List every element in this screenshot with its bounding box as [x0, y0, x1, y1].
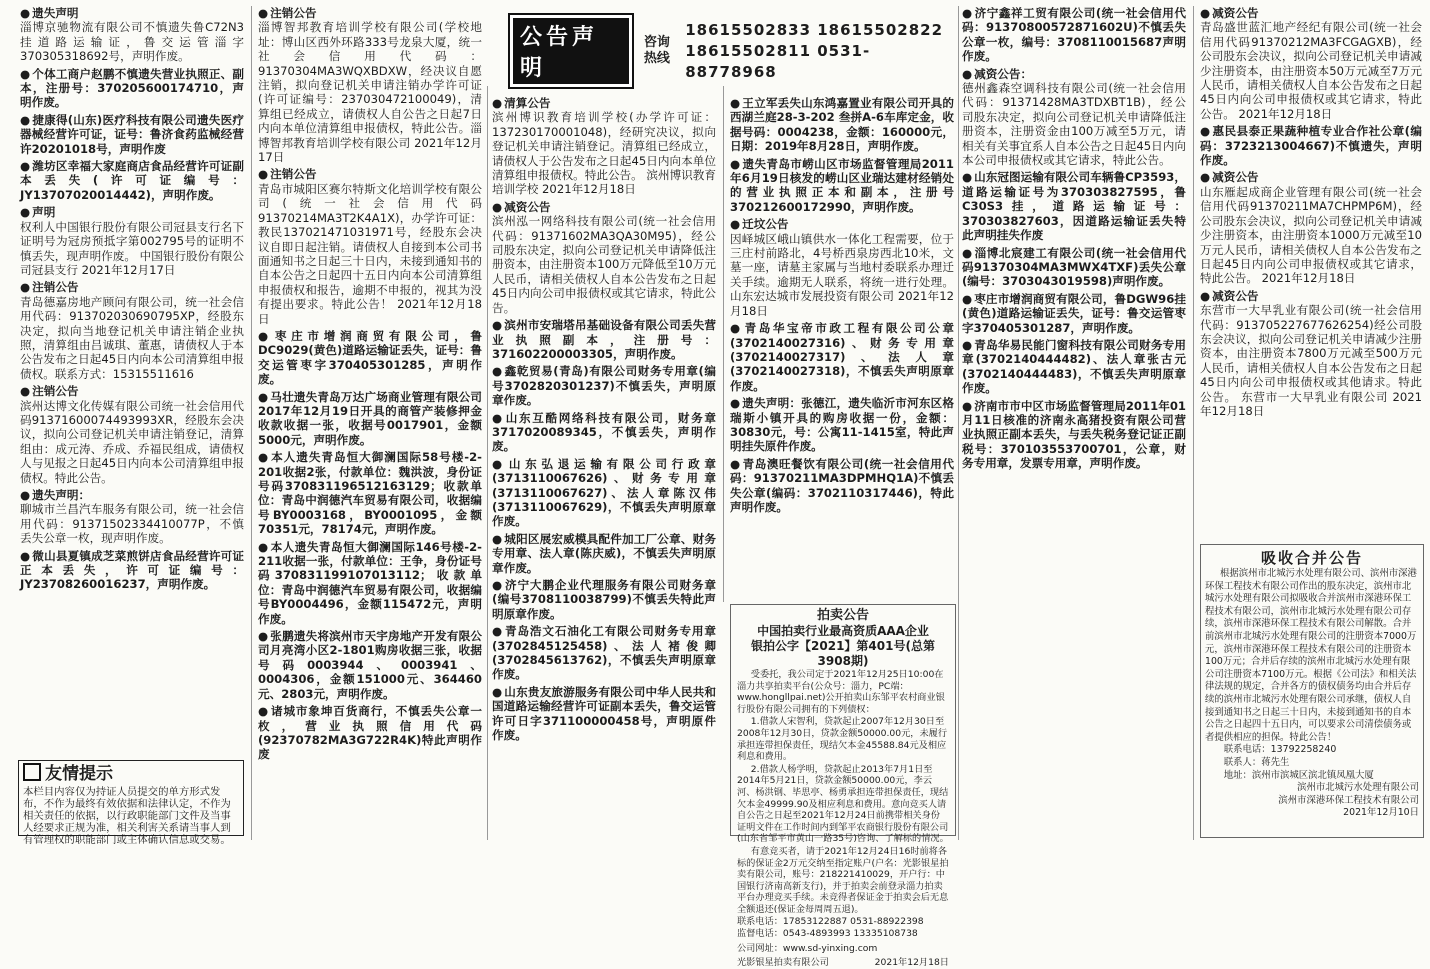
notice-item: [1200, 170, 1422, 285]
notice-title: ● 遗失声明：: [20, 488, 90, 502]
notice-item: [20, 6, 244, 64]
notice-title: ● 济南市市中区市场监督管理局2011年01月11日核准的济南永高猪投资有限公司营业执照正副本丢失，与丢失税务登记证正副税号：370103553700701，公章，财务专用章，发票专用章，声明作废。: [962, 399, 1186, 471]
notice-item: [20, 205, 244, 277]
announcement-header: [508, 20, 956, 81]
notice-body: 淄博智邦教育培训学校有限公司(学校地址：博山区西外环路333号龙泉大厦，统一社会信用代码：91370304MA3WQXBDXW，经决议自愿注销，拟向登记机关申请注销办学许可证(许可证编号：237030472100049)，清算组已经成立，请债权人自公告之日起7日内向本单位清算组申报债权，特此公告。淄博智邦教育培训学校有限公司 2021年12月17日: [258, 20, 482, 165]
notice-title: ● 鑫乾贸易(青岛)有限公司财务专用章(编号3702820301237)不慎丢失，声明原章作废。: [492, 364, 716, 407]
merger-contact: 地址：滨州市滨城区滨北镇凤凰大厦: [1223, 769, 1374, 781]
notice-item: [492, 411, 716, 454]
notice-body: 青岛德嘉房地产顾问有限公司，统一社会信用代码：913702030690795XP，经股东决定，拟向当地登记机关申请注销企业执照，清算组由吕诚琪、董惠，请债权人于本公告发布之日起45日内向本公司清算组申报债权。联系方式：15315511616: [20, 294, 244, 381]
notice-item: [962, 338, 1186, 396]
notice-title: ● 山东贵友旅游服务有限公司中华人民共和国道路运输经营许可证副本丢失，鲁交运管许可日字371100000458号，声明原件作废。: [492, 685, 716, 742]
notice-title: ● 注销公告: [20, 384, 79, 398]
notice-item: [492, 457, 716, 529]
announcement-logo: 公告声明: [508, 13, 634, 89]
notice-title: ● 迁坟公告: [730, 217, 789, 231]
hotline-phone-line: 18615502811 0531-88778968: [685, 41, 871, 81]
notice-title: ● 本人遗失青岛恒大御澜国际146号楼-2-211收据一张，付款单位：王争，身份证号码370831199107013112；收款单位：青岛中润德汽车贸易有限公司，收据编号BY0004496，金额115472元，声明作废。: [258, 540, 482, 626]
auction-signature: [737, 957, 949, 969]
column-divider: [251, 6, 252, 840]
auction-paragraph: 有意竞买者，请于2021年12月24日16时前将各标的保证金2万元交纳至指定账户(户名：光影银星拍卖有限公司，账号：2182214100​29，开户行：中国银行济南高新支行)，并于拍卖会前登录淄力拍卖平台办理竞买手续。未竞得者保证金于拍卖会后无息全额退还(保证金每周周五退)。: [737, 845, 949, 915]
notice-item: [730, 96, 954, 154]
merger-title: 吸收合并公告: [1260, 549, 1363, 567]
notice-item: [258, 629, 482, 701]
notice-item: [20, 488, 244, 546]
notice-title: ● 本人遗失青岛恒大御澜国际58号楼-2-201收据2张，付款单位：魏洪波，身份证号码370831196512163129；收款单位：青岛中润德汽车贸易有限公司，收据编号BY0003168，BY0001095，金额70351元，78174元，声明作废。: [258, 450, 482, 536]
notice-title: ● 枣庄市增润商贸有限公司，鲁DGW96挂(黄色)道路运输证丢失，证号：鲁交运管枣字370405301287，声明作废。: [962, 292, 1186, 335]
notice-item: [258, 450, 482, 536]
notice-item: [258, 6, 482, 164]
notice-item: [20, 159, 244, 202]
notice-title: ● 减资公告: [1200, 170, 1259, 184]
auction-title: 拍卖公告: [816, 608, 869, 623]
notice-title: ● 清算公告: [492, 96, 551, 110]
notice-title: ● 遗失声明：张德江，遗失临沂市河东区格瑞斯小镇开具的购房收据一份，金额：30830元，号：公寓11-1415室，特此声明挂失原件作废。: [730, 396, 954, 453]
merger-body: 根据滨州市北城污水处理有限公司、滨州市深港环保工程技术有限公司作出的股东决定，滨州市北城污水处理有限公司拟吸收合并滨州市深港环保工程技术有限公司，滨州市北城污水处理有限公司存续，滨州市深港环保工程技术有限公司解散。合并前滨州市北城污水处理有限公司的注册资本7000万元，滨州市深港环保工程技术有限公司的注册资本100万元；合并后存续的滨州市北城污水处理有限公司注册资本7100万元。根据《公司法》和相关法律法规的规定，合并各方的债权债务均由合并后存续的滨州市北城污水处理有限公司承继，债权人自接到通知书之日起三十日内，未接到通知书的自本公告之日起四十五日内，可以要求公司清偿债务或者提供相应的担保。特此公告！: [1205, 568, 1417, 743]
auction-announcement: [730, 604, 956, 969]
notice-item: [258, 390, 482, 448]
notice-body: 滨州达博文化传媒有限公司统一社会信用代码91371600074493993XR，经股东会决议，拟向公司登记机关申请注销登记，清算组由：成元涛、乔成、乔福民组成，请债权人与见报之日起45日内向本公司清算组申报债权。特此公告。: [20, 398, 244, 485]
merger-contact: 联系人：蒋先生: [1223, 756, 1290, 768]
notice-title: ● 注销公告: [20, 280, 79, 294]
notice-title: ● 枣庄市增润商贸有限公司，鲁DC9029(黄色)道路运输证丢失，证号：鲁交运管枣字370405301285，声明作废。: [258, 329, 482, 386]
notice-item: [962, 67, 1186, 168]
column-divider: [958, 6, 959, 840]
notice-column-6: [1200, 6, 1422, 546]
notice-item: [962, 292, 1186, 335]
auction-company: 光影银星拍卖有限公司: [737, 957, 829, 969]
notice-title: ● 声明: [20, 205, 55, 219]
notice-title: ● 遗失声明: [20, 6, 79, 20]
notice-title: ● 惠民县泰正果蔬种植专业合作社公章(编码：3723213004667)不慎遗失，声明作废。: [1200, 124, 1422, 167]
notice-item: [492, 578, 716, 621]
notice-item: [730, 321, 954, 393]
notice-title: ● 注销公告: [258, 6, 317, 20]
notice-title: ● 青岛浩文石油化工有限公司财务专用章(3702845125458)、法人褚俊卿(3702845613762)，不慎丢失声明原章作废。: [492, 624, 716, 681]
column-divider: [1193, 6, 1194, 840]
merger-announcement: [1200, 544, 1424, 838]
notice-item: [730, 157, 954, 215]
notice-item: [492, 364, 716, 407]
notice-title: ● 减资公告: [492, 200, 551, 214]
hotline-phone-line: 18615502833 18615502822: [685, 20, 944, 39]
notice-item: [20, 113, 244, 156]
merger-signatory: 滨州市深港环保工程技术有限公司: [1278, 794, 1419, 806]
notice-title: ● 减资公告: [1200, 6, 1259, 20]
notice-title: ● 诸城市象坤百货商行，不慎丢失公章一枚，营业执照信用代码(92370782MA3G722R4K)特此声明作废: [258, 704, 482, 761]
auction-website: 公司网址：www.sd-yinxing.com: [737, 942, 878, 954]
notice-item: [258, 167, 482, 325]
notice-item: [492, 532, 716, 575]
notice-item: [1200, 124, 1422, 167]
notice-body: 因峄城区峨山镇供水一体化工程需要，位于三庄村前路北，4号桥西泉房西北10米，文墓一座，请墓主家属与当地村委联系办理迁关手续。逾期无人联系，将统一进行处理。 山东宏达城市发展投资有限公司 2021年12月18日: [730, 231, 954, 318]
notice-title: ● 济宁大鹏企业代理服务有限公司财务章(编号3708110038799)不慎丢失特此声明原章作废。: [492, 578, 716, 621]
auction-date: 2021年12月18日: [874, 957, 949, 969]
notice-column-3: [492, 96, 716, 838]
notice-title: ● 滨州市安瑞塔吊基础设备有限公司丢失营业执照副本，注册号：371602200003305，声明作废。: [492, 318, 716, 361]
notice-item: [962, 170, 1186, 242]
notice-title: ● 注销公告: [258, 167, 317, 181]
notice-title: ● 遗失青岛市崂山区市场监督管理局2011年6月19日核发的崂山区业瑞达建材经销处的营业执照正本和副本，注册号370212600172990，声明作废。: [730, 157, 954, 214]
notice-body: 青岛市城阳区赛尔特斯文化培训学校有限公司(统一社会信用代码91370214MA3T2K4A1X)，办学许可证：教民137021471031971号，经股东会决议自即日起注销。请债权人自接到本公司书面通知书之日起三十日内，未接到通知书的自本公告之日起四十五日内向本公司清算组申报债权和报告，逾期不申报的，视其为没有提出要求。特此公告！ 2021年12月18日: [258, 181, 482, 326]
notice-body: 淄博京驰物流有限公司不慎遗失鲁C72N3挂道路运输证，鲁交运管淄字370305318692号，声明作废。: [20, 20, 244, 64]
auction-footer: [737, 943, 949, 955]
notice-column-1: [20, 6, 244, 758]
notice-title: ● 济宁鑫祥工贸有限公司(统一社会信用代码：91370800572871602U)不慎丢失公章一枚，编号：3708110015687声明作废。: [962, 6, 1186, 63]
auction-paragraph: 2.借款人杨学明，贷款起止2013年7月1日至2014年5月21日，贷款金额50000.00元，李云河、杨洪钢、毕思亭、杨勇承担连带担保责任，现结欠本金49999.90及相应利息和费用。意向竞买人请自公告之日起至2021年12月24日前携带相关身份证明文件在工作时间内到邹平农商银行股份有限公司(山东省邹平市黄山一路35号)咨询、了解标的情况。: [737, 763, 949, 845]
notice-item: [492, 200, 716, 315]
notice-item: [492, 96, 716, 197]
notice-item: [962, 399, 1186, 471]
friendly-tip-body: 本栏目内容仅为持证人员提交的单方形式发布，不作为最终有效依据和法律认定，不作为相关责任的依据，以行政职能部门文件及当事人经要求正规为准，相关利害关系请当事人到有管理权的职能部门或主体确认信息或交易。: [23, 786, 231, 846]
auction-contact: 监督电话：0543-4893993 13335108738: [737, 928, 918, 940]
column-divider: [723, 86, 724, 602]
notice-title: ● 捷康得(山东)医疗科技有限公司遗失医疗器械经营许可证，证号：鲁济食药监械经营许20201018号，声明作废: [20, 113, 244, 156]
notice-item: [962, 246, 1186, 289]
column-divider: [487, 86, 488, 840]
auction-paragraph: 1.借款人宋智利，贷款起止2007年12月30日至2008年12月30日，贷款金额50000.00元，未履行承担连带担保责任，现结欠本金45588.84元及相应利息和费用。: [737, 716, 948, 763]
merger-date: 2021年12月10日: [1343, 807, 1419, 819]
auction-contact: 联系电话：17853122887 0531-88922398: [737, 916, 924, 928]
notice-title: ● 王立军丢失山东鸿嘉置业有限公司开具的西湖兰庭28-3-202 叁拼A-6车库定金，收据号码：0004238，金额：160000元，日期：2019年8月28日，声明作废。: [730, 96, 954, 153]
notice-item: [20, 384, 244, 485]
notice-title: ● 山东互酷网络科技有限公司，财务章371702008934​5，不慎丢失，声明作废。: [492, 411, 716, 454]
notice-body: 滨州博识教育培训学校(办学许可证：137230170001048)，经研究决议，拟向登记机关申请注销登记。清算组已经成立，请债权人于公告发布之日起45日内向本单位清算组申报债权。特此公告。 滨州博识教育培训学校 2021年12月18日: [492, 110, 716, 197]
notice-body: 权利人中国银行股份有限公司冠县支行名下证明号为冠房预抵字第002795号的证明不慎丢失，现声明作废。 中国银行股份有限公司冠县支行 2021年12月17日: [20, 219, 244, 277]
notice-body: 东营市一大早乳业有限公司(统一社会信用代码：91370522767762​6254)经公司股东会决议，拟向公司登记机关申请减少注册资本，由注册资本7800万元减至500万元人民币，请相关债权人自本公告发布之日起45日内向公司申报债权或其他请求。特此公告。 东营市一大早乳业有限公司 2021年12月18日: [1200, 303, 1422, 418]
auction-qualification: 中国拍卖行业最高资质AAA企业: [757, 624, 929, 638]
notice-title: ● 山东冠图运输有限公司车辆鲁CP3593，道路运输证号为370303827595，鲁C30S3挂，道路运输证号：370303827603，因道路运输证丢失特此声明挂失作废: [962, 170, 1186, 242]
notice-item: [1200, 289, 1422, 419]
notice-body: 山东雁起成商企业管理有限公司(统一社会信用代码91370211MA7CHPMP6M)，经公司股东会决议，拟向公司登记机关申请减少注册资本，由注册资本1000万元减至10万元人民币，请相关债权人自本公告发布之日起45日内向公司申报债权或其它请求，特此公告。 2021年12月18日: [1200, 184, 1422, 286]
notice-body: 德州鑫森空调科技有限公司(统一社会信用代码：91371428MA3TDXBT1B)，经公司股东决定，拟向公司登记机关申请降低注册资本，注册资金由100万减至5万元，请相关有关事宜系人自本公告之日起45日内向本公司申报债权或其它请求，特此公告。: [962, 81, 1186, 168]
notice-item: [730, 217, 954, 318]
notice-title: ● 减资公告: [1200, 289, 1259, 303]
merger-contact: 联系电话：13792258240: [1223, 744, 1337, 756]
hotline-label: 咨询热线: [643, 35, 670, 66]
notice-body: 滨州泓一网络科技有限公司(统一社会信用代码：91371602MA3QA30M95)，经公司股东决定，拟向公司登记机关申请降低注册资本，由注册资本100万元降低至10万元人民币，请相关债权人自本公告发布之日起45日内向公司申报债权或其它请求，特此公告。: [492, 214, 716, 315]
notice-body: 聊城市兰昌汽车服务有限公司，统一社会信用代码：91371502334410077P，不慎丢失公章一枚，现声明作废。: [20, 502, 244, 546]
notice-item: [492, 624, 716, 682]
notice-title: ● 潍坊区幸福大家庭商店食品经营许可证副本丢失(许可证编号：JY13707020014442)，声明作废。: [20, 159, 244, 202]
merger-signatory: 滨州市北城污水处理有限公司: [1297, 782, 1419, 794]
notice-column-4: [730, 96, 954, 601]
notice-title: ● 青岛华宝帝市政工程有限公司公章(3702140027316)、财务专用章(3702140027317)、法人章(3702140027318)，不慎丢失声明原章作废。: [730, 321, 954, 393]
notice-title: ● 微山县夏镇成芝菜煎饼店食品经营许可证正本丢失，许可证编号：JY23708260016237，声明作废。: [20, 549, 244, 592]
notice-item: [730, 396, 954, 454]
notice-item: [258, 329, 482, 387]
notice-title: ● 青岛澳旺餐饮有限公司(统一社会信用代码：91370211MA3DPMHQ1A)不慎丢失公章(编码：3702110317446)，特此声明作废。: [730, 457, 954, 514]
notice-item: [20, 280, 244, 381]
notice-body: 青岛盛世蓝汇地产经纪有限公司(统一社会信用代码91370212MA3FCGAGXB)，经公司股东会决议，拟向公司登记机关申请减少注册资本，由注册资本50万元减至7万元人民币，请相关债权人自本公告发布之日起45日内向公司申报债权或其它请求，特此公告。 2021年12月18日: [1200, 20, 1422, 121]
notice-item: [730, 457, 954, 515]
notice-column-5: [962, 6, 1186, 592]
notice-title: ● 个体工商户赵鹏不慎遗失营业执照正、副本，注册号：370205600174710，声明作废。: [20, 67, 244, 110]
notice-title: ● 减资公告：: [962, 67, 1032, 81]
notice-square-icon: [23, 763, 41, 781]
notice-title: ● 张鹏遗失将滨州市天宇房地产开发有限公司月亮湾小区2-1801购房收据三张，收据号码0003944、0003941、0004306，金额151000元、364460元、2803元，声明作废。: [258, 629, 482, 701]
notice-title: ● 青岛华易民能门窗科技有限公司财务专用章(3702140444482)、法人章张古元(3702140444483)，不慎丢失声明原章作废。: [962, 338, 1186, 395]
notice-item: [20, 67, 244, 110]
notice-title: ● 城阳区展宏威模具配件加工厂公章、财务专用章、法人章(陈庆威)，不慎丢失声明原章作废。: [492, 532, 716, 575]
notice-title: ● 淄博北宸建工有限公司(统一社会信用代码91370304MA3MWX4TXF)丢失公章(编号：370304301959​8)声明作废。: [962, 246, 1186, 289]
auction-paragraph: 受委托，我公司定于2021年12月25日10:00在淄力共享拍卖平台(公众号：淄力，PC端：www.hongllpai.net)公开拍卖山东邹平农村商业银行股份有限公司拥有的下列债权：: [737, 669, 945, 715]
notice-title: ● 马壮遗失青岛万达广场商业管理有限公司2017年12月19日开具的商管产装修押金收款收据一张，收据号0017901，金额5000元，声明作废。: [258, 390, 482, 447]
notice-item: [492, 685, 716, 743]
auction-number: 银拍公字【2021】第401号(总第3908期): [751, 639, 935, 668]
notice-item: [258, 540, 482, 626]
hotline-numbers: [685, 20, 956, 83]
friendly-tip-title: [23, 763, 239, 784]
notice-item: [20, 549, 244, 592]
notice-item: [962, 6, 1186, 64]
notice-column-2: [258, 6, 482, 838]
friendly-tip-title-text: 友情提示: [45, 764, 113, 784]
notice-item: [258, 704, 482, 762]
notice-item: [1200, 6, 1422, 121]
notice-item: [492, 318, 716, 361]
notice-title: ● 山东弘退运输有限公司行政章(3713110067626)、财务专用章(3713110067627)、法人章陈汉伟(3713110067629)，不慎丢失声明原章作废。: [492, 457, 716, 529]
friendly-tip-box: [18, 760, 244, 846]
